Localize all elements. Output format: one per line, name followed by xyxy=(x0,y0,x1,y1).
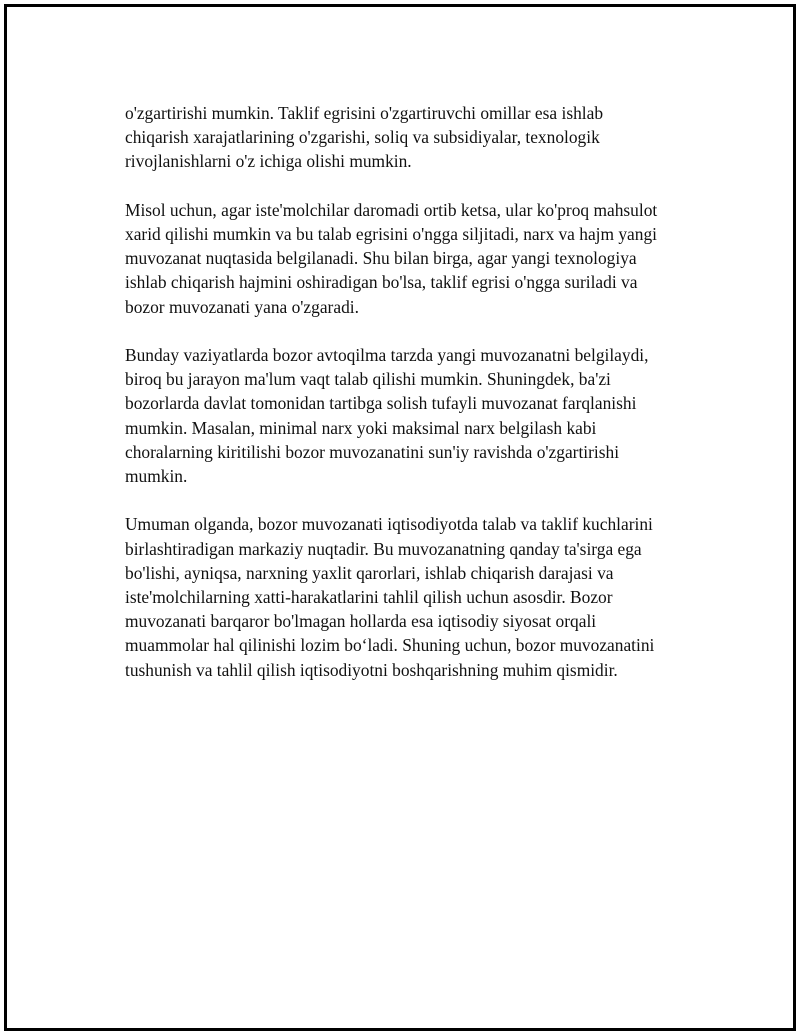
paragraph-1: o'zgartirishi mumkin. Taklif egrisini o'zgartiruvchi omillar esa ishlab chiqarish xarajatlarining o'zgarishi, soliq va subsidiyalar, texnologik rivojlanishlarni o'z ichiga olishi mumkin. xyxy=(125,103,604,172)
document-body xyxy=(125,101,695,682)
paragraph-4: Umuman olganda, bozor muvozanati iqtisodiyotda talab va taklif kuchlarini birlashtiradigan markaziy nuqtadir. Bu muvozanatning qanday ta'sirga ega bo'lishi, ayniqsa, narxning yaxlit qarorlari, ishlab chiqarish darajasi va iste'molchilarning xatti-harakatlarini tahlil qilish uchun asosdir. Bozor muvozanati barqaror bo'lmagan hollarda esa iqtisodiy siyosat orqali muammolar hal qilinishi lozim bo‘ladi. Shuning uchun, bozor muvozanatini tushunish va tahlil qilish iqtisodiyotni boshqarishning muhim qismidir. xyxy=(125,514,655,680)
page-frame xyxy=(4,4,796,1031)
paragraph-3: Bunday vaziyatlarda bozor avtoqilma tarzda yangi muvozanatni belgilaydi, biroq bu jarayon ma'lum vaqt talab qilishi mumkin. Shuningdek, ba'zi bozorlarda davlat tomonidan tartibga solish tufayli muvozanat farqlanishi mumkin. Masalan, minimal narx yoki maksimal narx belgilash kabi choralarning kiritilishi bozor muvozanatini sun'iy ravishda o'zgartirishi mumkin. xyxy=(125,345,649,487)
paragraph-2: Misol uchun, agar iste'molchilar daromadi ortib ketsa, ular ko'proq mahsulot xarid qilishi mumkin va bu talab egrisini o'ngga siljitadi, narx va hajm yangi muvozanat nuqtasida belgilanadi. Shu bilan birga, agar yangi texnologiya ishlab chiqarish hajmini oshiradigan bo'lsa, taklif egrisi o'ngga suriladi va bozor muvozanati yana o'zgaradi. xyxy=(125,199,658,317)
